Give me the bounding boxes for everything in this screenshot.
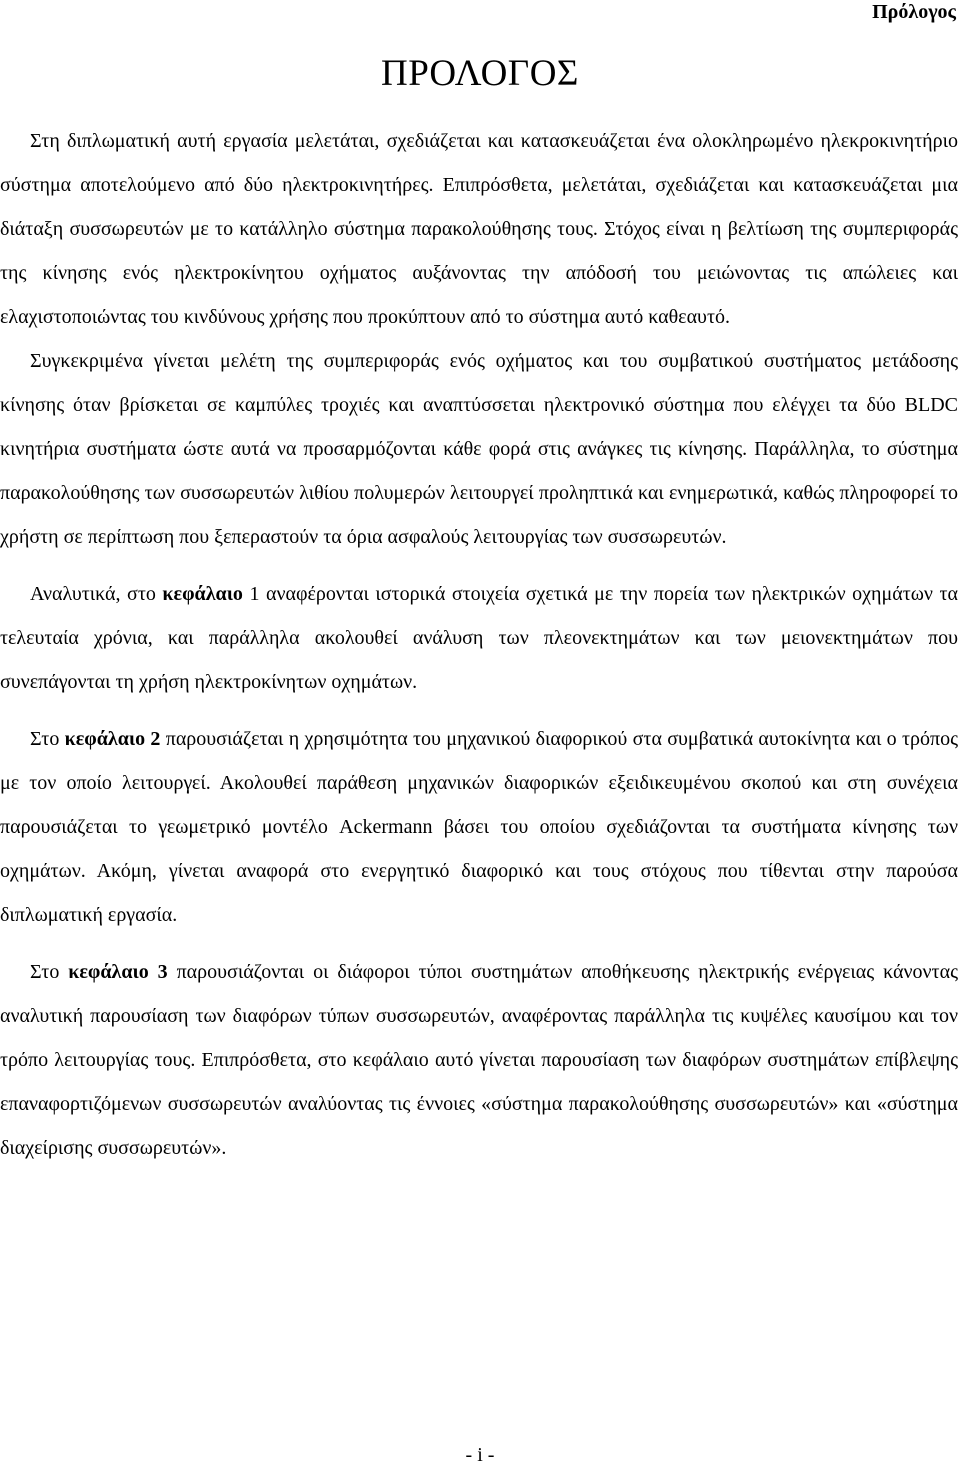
paragraph-chapter-1	[0, 572, 958, 704]
paragraph-intro: Στη διπλωματική αυτή εργασία μελετάται, σχεδιάζεται και κατασκευάζεται ένα ολοκληρωμένο ηλεκροκινητήριο σύστημα αποτελούμενο από δύο ηλεκτροκινητήρες. Επιπρόσθετα, μελετάται, σχεδιάζεται και κατασκευάζεται μια διάταξη συσσωρευτών με το κατάλληλο σύστημα παρακολούθησης τους. Στόχος είναι η βελτίωση της συμπεριφοράς της κίνησης ενός ηλεκτροκίνητου οχήματος αυξάνοντας την απόδοσή του μειώνοντας τις απώλειες και ελαχιστοποιώντας του κινδύνους χρήσης που προκύπτουν από το σύστημα αυτό καθεαυτό.	[0, 130, 958, 328]
chapter-2-label: κεφάλαιο 2	[64, 728, 161, 750]
chapter-1-label: κεφάλαιο	[162, 583, 243, 605]
paragraph-chapter-1-before: Αναλυτικά, στο	[30, 583, 163, 605]
paragraph-specifics: Συγκεκριμένα γίνεται μελέτη της συμπεριφοράς ενός οχήματος και του συμβατικού συστήματος μετάδοσης κίνησης όταν βρίσκεται σε καμπύλες τροχιές και αναπτύσσεται ηλεκτρονικό σύστημα που ελέγχει τα δύο BLDC κινητήρια συστήματα ώστε αυτά να προσαρμόζονται κάθε φορά στις ανάγκες τις κίνησης. Παράλληλα, το σύστημα παρακολούθησης των συσσωρευτών λιθίου πολυμερών λειτουργεί προληπτικά και ενημερωτικά, καθώς πληροφορεί το χρήστη σε περίπτωση που ξεπεραστούν τα όρια ασφαλούς λειτουργίας των συσσωρευτών.	[0, 350, 958, 548]
paragraph-chapter-3-before: Στο	[30, 961, 69, 983]
paragraph-chapter-3-after: παρουσιάζονται οι διάφοροι τύποι συστημάτων αποθήκευσης ηλεκτρικής ενέργειας κάνοντας αναλυτική παρουσίαση των διαφόρων τύπων συσσωρευτών, αναφέροντας παράλληλα τις κυψέλες καυσίμου και τον τρόπο λειτουργίας τους. Επιπρόσθετα, στο κεφάλαιο αυτό γίνεται παρουσίαση των διαφόρων συστημάτων επίβλεψης επαναφορτιζόμενων συσσωρευτών αναλύοντας τις έννοιες «σύστημα παρακολούθησης συσσωρευτών» και «σύστημα διαχείρισης συσσωρευτών».	[0, 961, 958, 1159]
running-header: Πρόλογος	[872, 1, 956, 23]
body-text	[0, 119, 958, 1170]
paragraph-chapter-2-before: Στο	[30, 728, 65, 750]
paragraph-chapter-3	[0, 950, 958, 1170]
page-title: ΠΡΟΛΟΓΟΣ	[381, 53, 579, 94]
chapter-3-label: κεφάλαιο 3	[68, 961, 168, 983]
paragraph-chapter-2-after: παρουσιάζεται η χρησιμότητα του μηχανικού διαφορικού στα συμβατικά αυτοκίνητα και ο τρόπος με τον οποίο λειτουργεί. Ακολουθεί παράθεση μηχανικών διαφορικών εξειδικευμένου σκοπού και στη συνέχεια παρουσιάζεται το γεωμετρικό μοντέλο Ackermann βάσει του οποίου σχεδιάζονται τα συστήματα κίνησης των οχημάτων. Ακόμη, γίνεται αναφορά στο ενεργητικό διαφορικό και τους στόχους που τίθενται στην παρούσα διπλωματική εργασία.	[0, 728, 958, 926]
page-number: - i -	[465, 1444, 495, 1466]
paragraph-chapter-1-after: 1 αναφέρονται ιστορικά στοιχεία σχετικά με την πορεία των ηλεκτρικών οχημάτων τα τελευταία χρόνια, και παράλληλα ακολουθεί ανάλυση των πλεονεκτημάτων και των μειονεκτημάτων που συνεπάγονται τη χρήση ηλεκτροκίνητων οχημάτων.	[0, 583, 959, 693]
paragraph-chapter-2	[0, 717, 958, 937]
